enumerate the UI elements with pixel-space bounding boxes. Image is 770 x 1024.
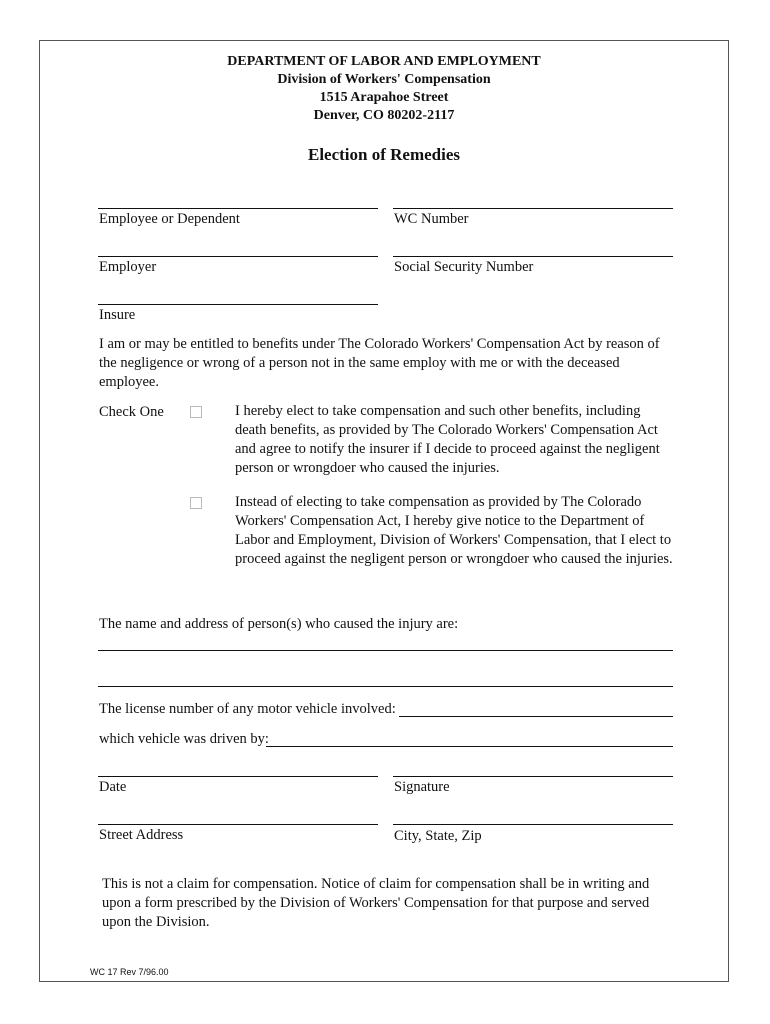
proceed-against-negligent-checkbox[interactable]: [190, 497, 202, 509]
wc-number-field-line[interactable]: [393, 208, 673, 209]
injury-names-label: The name and address of person(s) who caused the injury are:: [99, 616, 459, 632]
city-heading: Denver, CO 80202-2117: [313, 108, 455, 123]
employer-field-line[interactable]: [98, 256, 378, 257]
ssn-field-line[interactable]: [393, 256, 673, 257]
signature-label: Signature: [394, 779, 450, 795]
elect-compensation-text: I hereby elect to take compensation and such other benefits, including death benefits, as provided by The Colorado Workers' Compensation Act and agree to notify the insurer if I decide to proceed against the negligent person or wrongdoer who caused the injuries.: [235, 403, 660, 476]
employee-label: Employee or Dependent: [99, 211, 240, 227]
employer-label: Employer: [99, 259, 157, 275]
notice-paragraph: This is not a claim for compensation. Notice of claim for compensation shall be in writing and upon a form prescribed by the Division of Workers' Compensation for that purpose and served upon the Division.: [102, 876, 650, 930]
intro-paragraph: I am or may be entitled to benefits under The Colorado Workers' Compensation Act by reason of the negligence or wrong of a person not in the same employ with me or with the deceased employee.: [99, 336, 660, 390]
form-page: [39, 40, 729, 982]
license-field-line[interactable]: [399, 716, 673, 717]
elect-compensation-checkbox[interactable]: [190, 406, 202, 418]
street-heading: 1515 Arapahoe Street: [319, 90, 449, 105]
ssn-label: Social Security Number: [394, 259, 534, 275]
wc-number-label: WC Number: [394, 211, 469, 227]
city-state-zip-field-line[interactable]: [393, 824, 673, 825]
date-field-line[interactable]: [98, 776, 378, 777]
insurer-field-line[interactable]: [98, 304, 378, 305]
insurer-label: Insure: [99, 307, 136, 323]
driven-by-field-line[interactable]: [266, 746, 673, 747]
injury-names-line-1[interactable]: [98, 650, 673, 651]
license-label: The license number of any motor vehicle involved:: [99, 701, 396, 717]
employee-field-line[interactable]: [98, 208, 378, 209]
check-one-label: Check One: [99, 404, 164, 420]
department-heading: DEPARTMENT OF LABOR AND EMPLOYMENT: [227, 54, 541, 69]
street-address-label: Street Address: [99, 827, 184, 843]
street-address-field-line[interactable]: [98, 824, 378, 825]
form-id: WC 17 Rev 7/96.00: [90, 967, 169, 977]
city-state-zip-label: City, State, Zip: [394, 828, 482, 844]
form-title: Election of Remedies: [307, 145, 461, 164]
injury-names-line-2[interactable]: [98, 686, 673, 687]
driven-by-label: which vehicle was driven by:: [99, 731, 269, 747]
proceed-against-negligent-text: Instead of electing to take compensation as provided by The Colorado Workers' Compensation Act, I hereby give notice to the Department of Labor and Employment, Division of Workers' Compensation, that I elect to proceed against the negligent person or wrongdoer who caused the injuries.: [235, 494, 673, 567]
date-label: Date: [99, 779, 127, 795]
signature-field-line[interactable]: [393, 776, 673, 777]
division-heading: Division of Workers' Compensation: [277, 72, 491, 87]
